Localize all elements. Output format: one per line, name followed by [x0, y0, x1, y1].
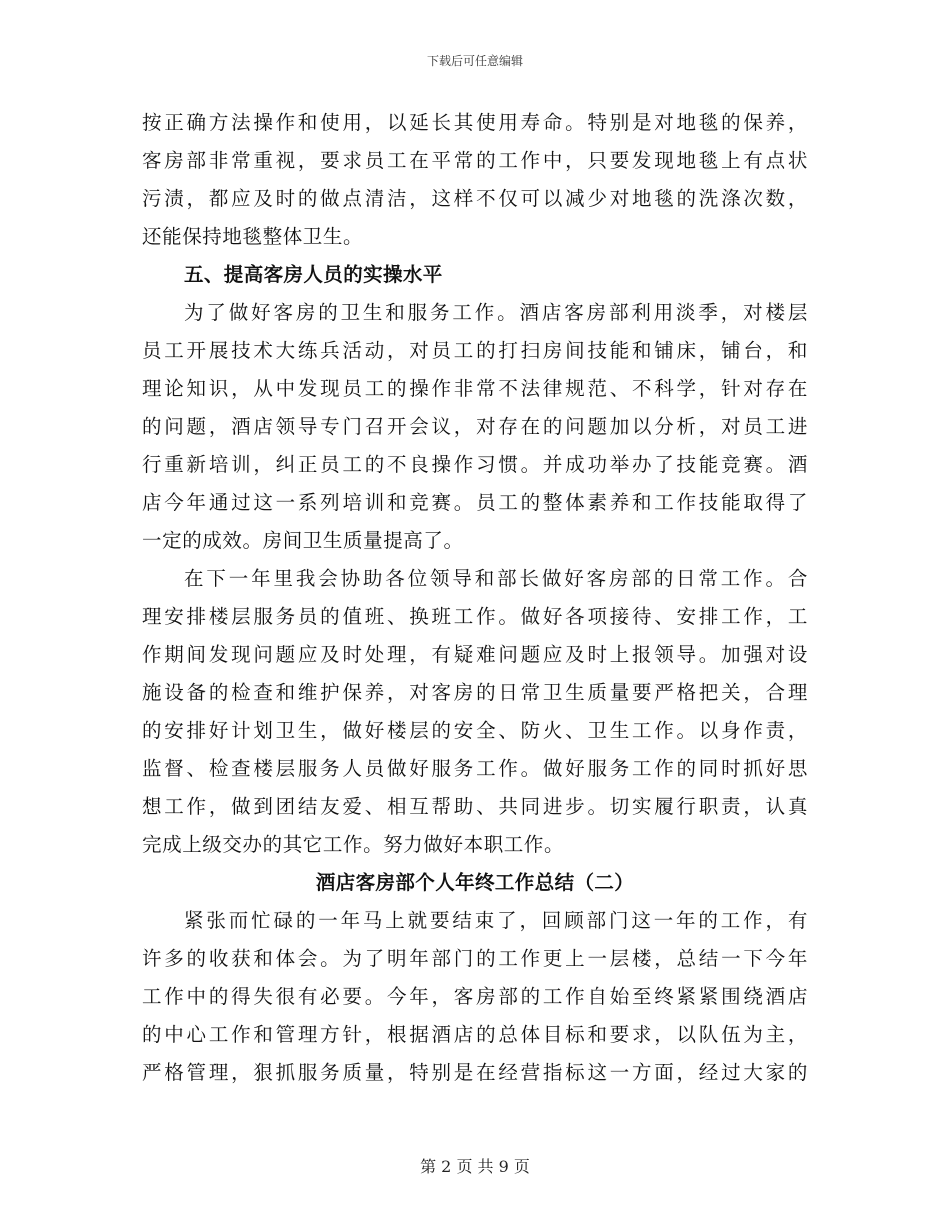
text-line: 许多的收获和体会。为了明年部门的工作更上一层楼，总结一下今年 [142, 947, 808, 970]
paragraph [142, 902, 808, 1092]
text-line: 的问题，酒店领导专门召开会议，对存在的问题加以分析，对员工进 [142, 415, 808, 438]
page-header: 下载后可任意编辑 [426, 54, 523, 68]
text-line: 客房部非常重视，要求员工在平常的工作中，只要发现地毯上有点状 [142, 149, 808, 172]
text-line: 想工作，做到团结友爱、相互帮助、共同进步。切实履行职责，认真 [142, 795, 808, 818]
text-line: 紧张而忙碌的一年马上就要结束了，回顾部门这一年的工作，有 [184, 909, 808, 932]
section-heading: 五、提高客房人员的实操水平 [184, 263, 443, 286]
paragraph [142, 104, 808, 256]
text-line: 一定的成效。房间卫生质量提高了。 [142, 529, 464, 552]
text-line: 按正确方法操作和使用，以延长其使用寿命。特别是对地毯的保养， [142, 111, 808, 134]
text-line: 理论知识，从中发现员工的操作非常不法律规范、不科学，针对存在 [142, 377, 808, 400]
text-line: 行重新培训，纠正员工的不良操作习惯。并成功举办了技能竞赛。酒 [142, 453, 808, 476]
document-body [142, 104, 808, 1092]
text-line: 工作中的得失很有必要。今年，客房部的工作自始至终紧紧围绕酒店 [142, 985, 808, 1008]
text-line: 完成上级交办的其它工作。努力做好本职工作。 [142, 833, 565, 856]
text-line: 在下一年里我会协助各位领导和部长做好客房部的日常工作。合 [184, 567, 808, 590]
text-line: 为了做好客房的卫生和服务工作。酒店客房部利用淡季，对楼层 [184, 301, 808, 324]
text-line: 的安排好计划卫生，做好楼层的安全、防火、卫生工作。以身作责， [142, 719, 808, 742]
paragraph [142, 294, 808, 560]
text-line: 的中心工作和管理方针，根据酒店的总体目标和要求，以队伍为主， [142, 1023, 808, 1046]
paragraph [142, 560, 808, 864]
text-line: 员工开展技术大练兵活动，对员工的打扫房间技能和铺床，铺台，和 [142, 339, 808, 362]
text-line: 严格管理，狠抓服务质量，特别是在经营指标这一方面，经过大家的 [142, 1061, 808, 1084]
text-line: 施设备的检查和维护保养，对客房的日常卫生质量要严格把关，合理 [142, 681, 808, 704]
document-title: 酒店客房部个人年终工作总结（二） [315, 871, 635, 894]
text-line: 污渍，都应及时的做点清洁，这样不仅可以减少对地毯的洗涤次数， [142, 187, 808, 210]
text-line: 店今年通过这一系列培训和竞赛。员工的整体素养和工作技能取得了 [142, 491, 808, 514]
text-line: 作期间发现问题应及时处理，有疑难问题应及时上报领导。加强对设 [142, 643, 808, 666]
text-line: 监督、检查楼层服务人员做好服务工作。做好服务工作的同时抓好思 [142, 757, 808, 780]
page-number: 第 2 页 共 9 页 [420, 1157, 530, 1176]
text-line: 理安排楼层服务员的值班、换班工作。做好各项接待、安排工作，工 [142, 605, 808, 628]
text-line: 还能保持地毯整体卫生。 [142, 225, 364, 248]
